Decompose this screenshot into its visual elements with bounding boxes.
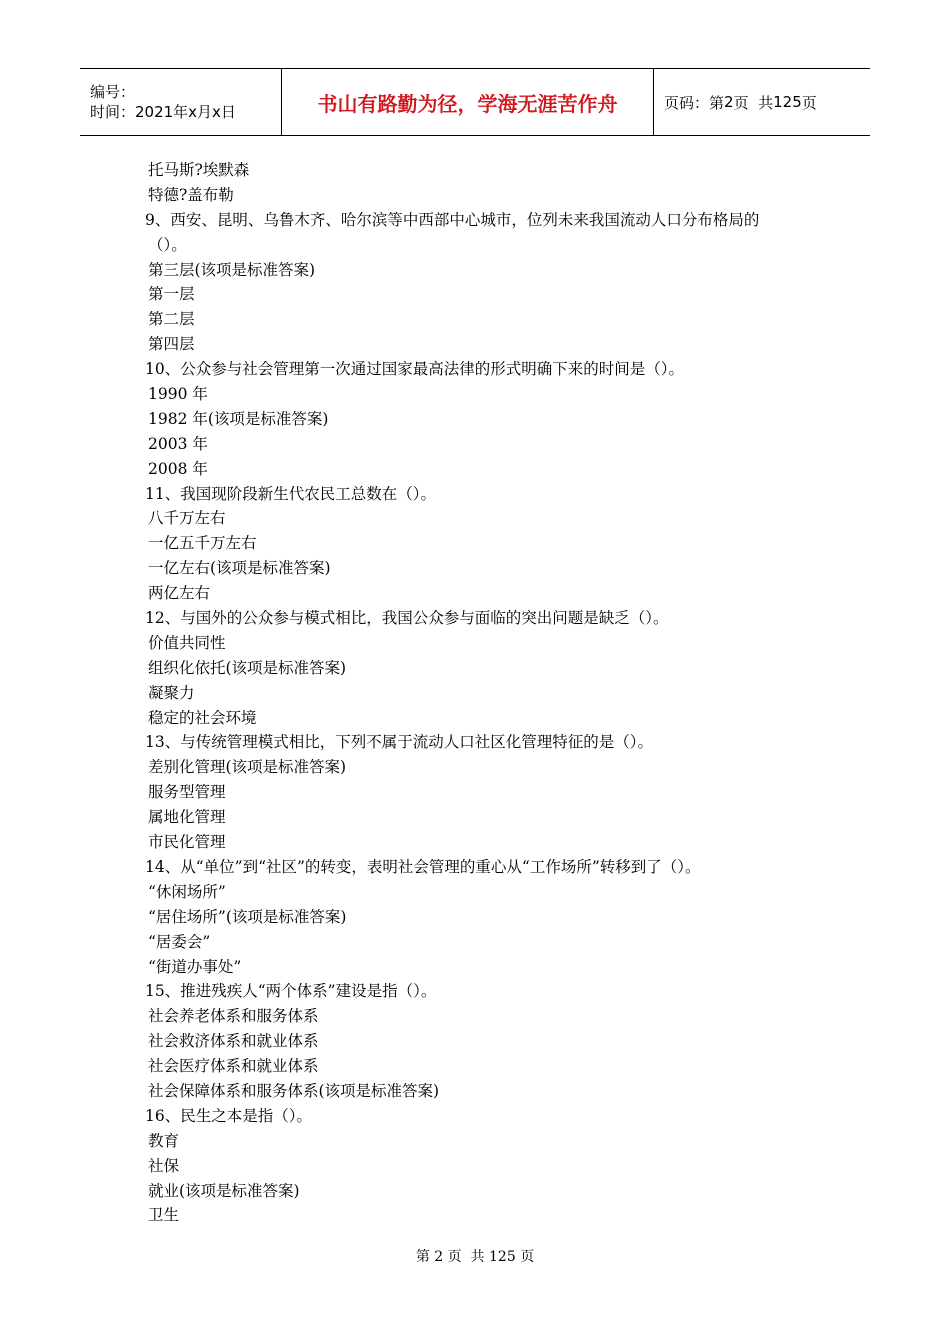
- option-text: 凝聚力: [148, 683, 195, 702]
- question-text: 15、推进残疾人“两个体系”建设是指（）。: [145, 982, 437, 1001]
- footer-page-total: 125: [489, 1249, 516, 1265]
- question-text: 11、我国现阶段新生代农民工总数在（）。: [145, 484, 436, 503]
- option-text: “街道办事处”: [148, 957, 242, 976]
- option-text: 市民化管理: [148, 833, 226, 852]
- option-text: 两亿左右: [148, 584, 211, 603]
- option-text: 2008 年: [148, 459, 208, 478]
- option-text: 第二层: [148, 310, 195, 329]
- option-text: （）。: [148, 235, 187, 254]
- question-text: 13、与传统管理模式相比，下列不属于流动人口社区化管理特征的是（）。: [145, 733, 653, 752]
- question-text: 9、西安、昆明、乌鲁木齐、哈尔滨等中西部中心城市，位列未来我国流动人口分布格局的: [145, 210, 760, 229]
- option-text: 1982 年(该项是标准答案): [148, 409, 329, 428]
- question-text: 16、民生之本是指（）。: [145, 1106, 312, 1125]
- page-prefix: 页码：第: [664, 93, 725, 112]
- page-suffix: 页: [801, 93, 817, 112]
- motto: 书山有路勤为径，学海无涯苦作舟: [317, 91, 618, 116]
- footer-suffix: 页: [520, 1249, 535, 1265]
- option-text: 差别化管理(该项是标准答案): [148, 758, 347, 777]
- footer-page-number: 2: [434, 1249, 444, 1265]
- option-text: 特德?盖布勒: [148, 185, 234, 204]
- option-text: 属地化管理: [148, 808, 226, 827]
- page-mid: 页 共: [733, 93, 774, 112]
- page-footer: [0, 1246, 950, 1266]
- option-text: 托马斯?埃默森: [148, 161, 250, 179]
- option-text: 2003 年: [148, 434, 208, 453]
- header-page-cell: [654, 69, 870, 135]
- option-text: 一亿五千万左右: [148, 534, 257, 553]
- option-text: 1990 年: [148, 385, 208, 404]
- option-text: 社会救济体系和就业体系: [148, 1032, 319, 1051]
- option-text: 教育: [148, 1131, 180, 1150]
- option-text: 社会保障体系和服务体系(该项是标准答案): [148, 1081, 440, 1100]
- footer-mid: 页 共: [447, 1249, 485, 1265]
- header-left-cell: [80, 69, 282, 135]
- option-text: 第三层(该项是标准答案): [148, 260, 316, 279]
- option-text: 一亿左右(该项是标准答案): [148, 559, 331, 578]
- option-text: “居委会”: [148, 932, 211, 951]
- option-text: 就业(该项是标准答案): [148, 1181, 300, 1200]
- page-header: [80, 68, 870, 136]
- option-text: 稳定的社会环境: [148, 708, 257, 727]
- question-text: 14、从“单位”到“社区”的转变，表明社会管理的重心从“工作场所”转移到了（）。: [145, 857, 701, 876]
- option-text: 服务型管理: [148, 783, 226, 802]
- page-total: 125: [773, 93, 802, 111]
- header-motto-cell: [282, 69, 654, 135]
- question-list: [145, 158, 825, 1228]
- option-text: 价值共同性: [148, 633, 226, 652]
- footer-prefix: 第: [415, 1249, 430, 1265]
- question-text: 12、与国外的公众参与模式相比，我国公众参与面临的突出问题是缺乏（）。: [145, 609, 669, 628]
- page-number: 2: [724, 93, 734, 111]
- option-text: 社会医疗体系和就业体系: [148, 1057, 319, 1076]
- option-text: 卫生: [148, 1206, 180, 1225]
- option-text: “休闲场所”: [148, 882, 226, 901]
- number-label: 编号：: [90, 83, 136, 101]
- option-text: 社会养老体系和服务体系: [148, 1007, 319, 1026]
- option-text: 第一层: [148, 285, 195, 304]
- option-text: 第四层: [148, 335, 195, 354]
- question-text: 10、公众参与社会管理第一次通过国家最高法律的形式明确下来的时间是（）。: [145, 360, 684, 379]
- option-text: 组织化依托(该项是标准答案): [148, 658, 347, 677]
- option-text: “居住场所”(该项是标准答案): [148, 907, 347, 926]
- time-label: 时间：2021年x月x日: [90, 103, 236, 121]
- option-text: 社保: [148, 1156, 180, 1175]
- option-text: 八千万左右: [148, 509, 226, 528]
